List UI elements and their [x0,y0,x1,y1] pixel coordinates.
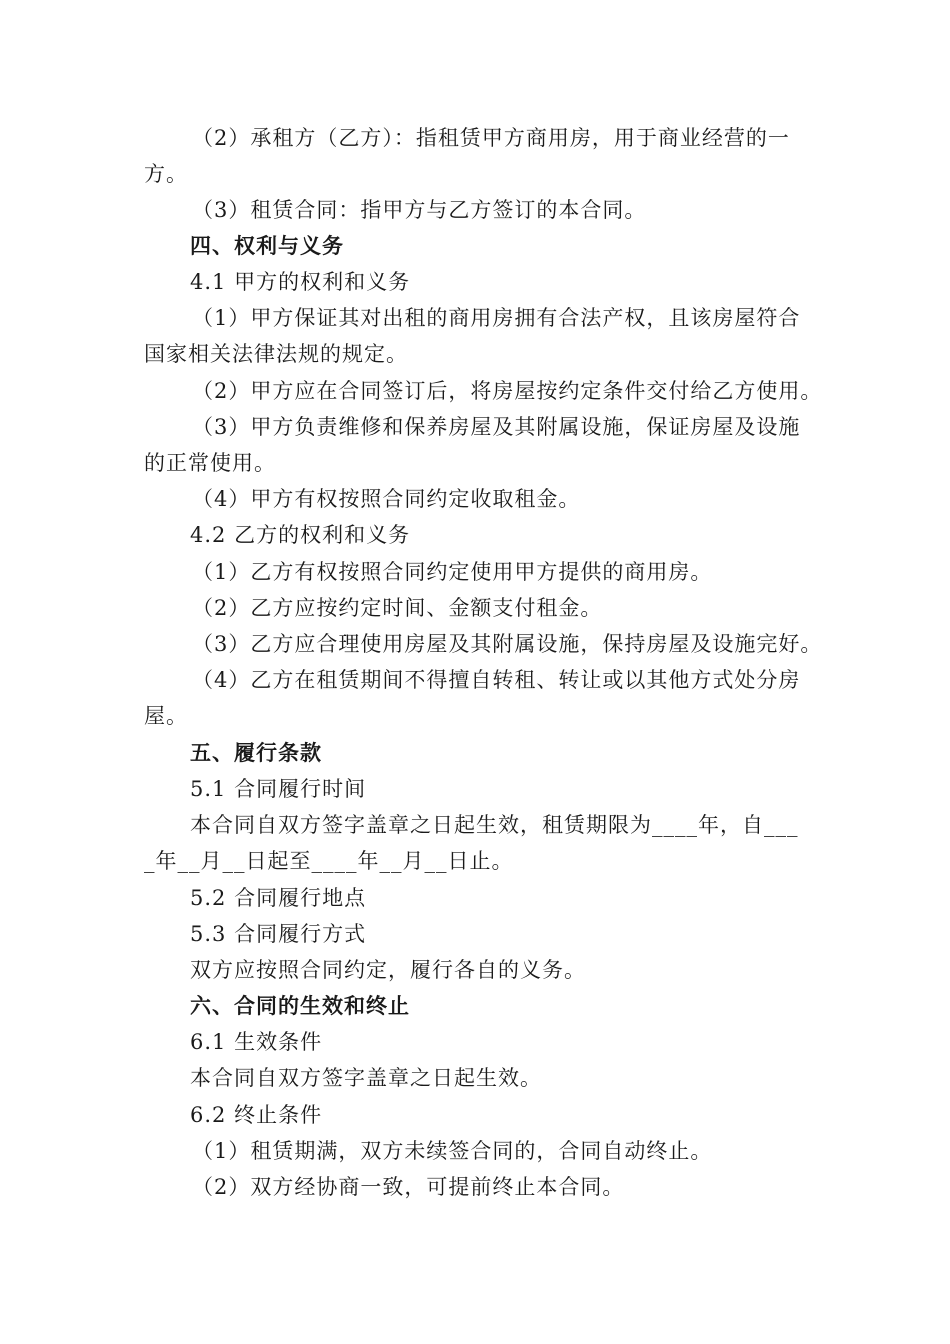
paragraph-line: （3）甲方负责维修和保养房屋及其附属设施，保证房屋及设施 [192,415,801,439]
subsection-heading: 6.2 终止条件 [190,1103,323,1127]
subsection-heading: 4.1 甲方的权利和义务 [190,270,411,294]
subsection-heading: 6.1 生效条件 [190,1030,323,1054]
subsection-heading: 5.3 合同履行方式 [190,922,367,946]
paragraph-line: 屋。 [144,704,188,728]
section-heading: 六、合同的生效和终止 [190,993,410,1018]
paragraph-line: （3）租赁合同：指甲方与乙方签订的本合同。 [192,198,647,222]
paragraph-line: 方。 [144,162,188,186]
paragraph-line: （4）甲方有权按照合同约定收取租金。 [192,487,581,511]
paragraph-line: 双方应按照合同约定，履行各自的义务。 [190,958,586,982]
paragraph-line: （3）乙方应合理使用房屋及其附属设施，保持房屋及设施完好。 [192,632,823,656]
paragraph-line: 本合同自双方签字盖章之日起生效。 [190,1066,542,1090]
subsection-heading: 5.2 合同履行地点 [190,886,367,910]
paragraph-line: （1）乙方有权按照合同约定使用甲方提供的商用房。 [192,560,713,584]
paragraph-line: （1）甲方保证其对出租的商用房拥有合法产权，且该房屋符合 [192,306,801,330]
paragraph-line: _年__月__日起至____年__月__日止。 [144,849,514,873]
paragraph-line: （2）双方经协商一致，可提前终止本合同。 [192,1175,625,1199]
section-heading: 四、权利与义务 [190,233,344,258]
paragraph-line: 本合同自双方签字盖章之日起生效，租赁期限为____年，自___ [190,813,799,837]
subsection-heading: 5.1 合同履行时间 [190,777,367,801]
section-heading: 五、履行条款 [190,740,322,765]
paragraph-line: （2）甲方应在合同签订后，将房屋按约定条件交付给乙方使用。 [192,379,823,403]
paragraph-line: （2）承租方（乙方）：指租赁甲方商用房，用于商业经营的一 [192,126,790,150]
paragraph-line: （2）乙方应按约定时间、金额支付租金。 [192,596,603,620]
subsection-heading: 4.2 乙方的权利和义务 [190,523,411,547]
paragraph-line: （1）租赁期满，双方未续签合同的，合同自动终止。 [192,1139,713,1163]
paragraph-line: （4）乙方在租赁期间不得擅自转租、转让或以其他方式处分房 [192,668,801,692]
paragraph-line: 的正常使用。 [144,451,276,475]
paragraph-line: 国家相关法律法规的规定。 [144,342,408,366]
